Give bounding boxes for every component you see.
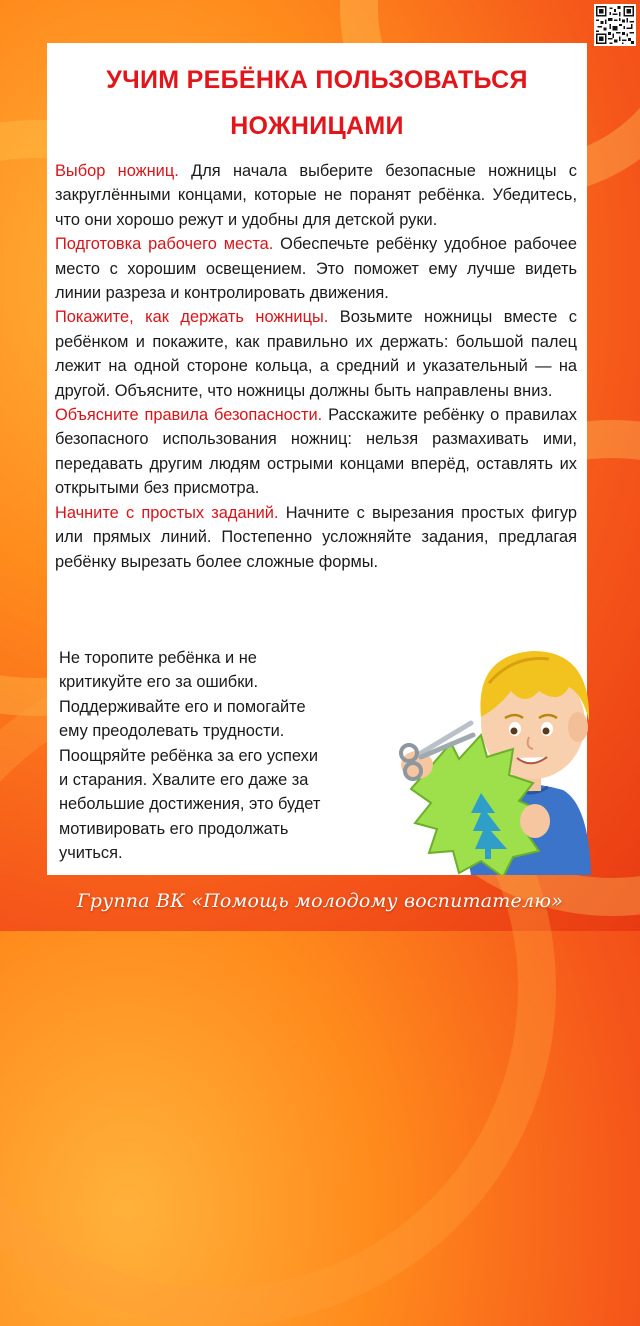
advice-line: и старания. Хвалите его даже за bbox=[59, 771, 309, 790]
section-text: Начните с вырезания простых фигур или прямых линий. Постепенно усложняйте задания, предлагая ребёнку вырезать более сложные формы. bbox=[55, 503, 577, 571]
section-text: Расскажите ребёнку о правилах безопасного использования ножниц: нельзя размахивать ими, передавать другим людям острыми концами вперёд, оставлять их открытыми без присмотра. bbox=[55, 406, 578, 498]
section-paragraph bbox=[55, 403, 577, 501]
advice-line: мотивировать его продолжать bbox=[59, 819, 289, 838]
advice-line: Не торопите ребёнка и не bbox=[59, 649, 257, 667]
advice-line: ему преодолевать трудности. bbox=[59, 722, 285, 741]
section-heading: Подготовка рабочего места. bbox=[55, 235, 274, 254]
title-line: УЧИМ РЕБЁНКА ПОЛЬЗОВАТЬСЯ bbox=[106, 66, 528, 94]
content-card bbox=[47, 43, 587, 875]
section-paragraph bbox=[55, 159, 577, 232]
section-text: Возьмите ножницы вместе с ребёнком и покажите, как правильно их держать: большой палец лежит на одной стороне кольца, а средний и указательный — на другой. Объясните, что ножницы должны быть направлены вниз. bbox=[55, 308, 578, 400]
instructions bbox=[55, 159, 577, 574]
title-line: НОЖНИЦАМИ bbox=[230, 112, 404, 140]
section-text: Для начала выберите безопасные ножницы с закруглёнными концами, которые не поранят ребёнка. Убедитесь, что они хорошо режут и удобны для детской руки. bbox=[55, 162, 577, 229]
section-heading: Выбор ножниц. bbox=[55, 162, 179, 180]
advice-line: Поощряйте ребёнка за его успехи bbox=[59, 746, 319, 765]
advice-line: Поддерживайте его и помогайте bbox=[59, 697, 306, 716]
page-title bbox=[67, 57, 567, 149]
section-heading: Покажите, как держать ножницы. bbox=[55, 308, 329, 327]
section-heading: Объясните правила безопасности. bbox=[55, 406, 323, 425]
advice-block bbox=[59, 646, 359, 866]
section-paragraph bbox=[55, 501, 577, 574]
section-paragraph bbox=[55, 305, 577, 403]
footer-credit: Группа ВК «Помощь молодому воспитателю» bbox=[76, 890, 564, 912]
advice-line: учиться. bbox=[59, 844, 123, 863]
qr-code-icon[interactable] bbox=[594, 4, 636, 46]
boy-with-scissors-illustration bbox=[363, 625, 591, 875]
advice-line: критикуйте его за ошибки. bbox=[59, 673, 259, 692]
advice-line: небольшие достижения, это будет bbox=[59, 795, 321, 814]
section-text: Обеспечьте ребёнку удобное рабочее место с хорошим освещением. Это поможет ему лучше видеть линии разреза и контролировать движения. bbox=[55, 235, 577, 303]
section-heading: Начните с простых заданий. bbox=[55, 503, 279, 522]
section-paragraph bbox=[55, 232, 577, 305]
